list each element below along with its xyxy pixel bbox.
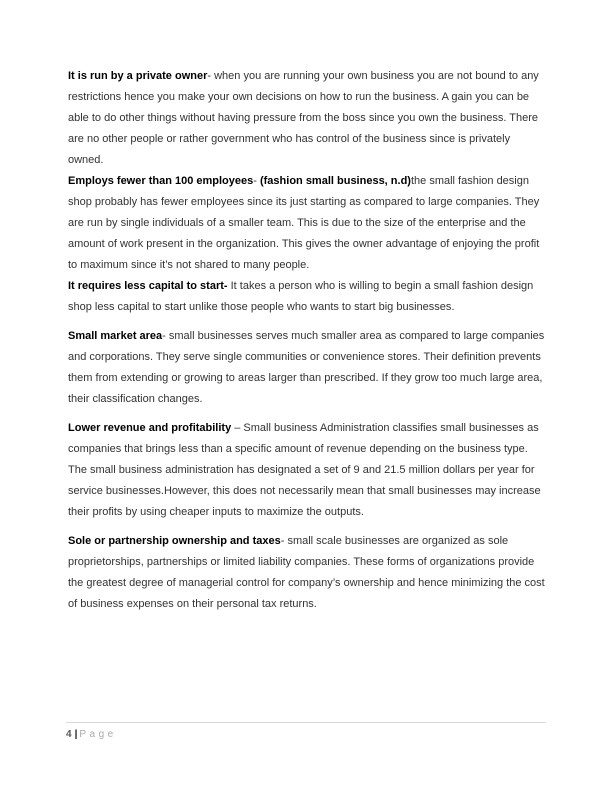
bold-text-run: Sole or partnership ownership and taxes bbox=[68, 535, 281, 547]
text-run: - small scale businesses are organized as sole proprietorships, partnerships or limited liability companies. These forms of organizations provide the greatest degree of managerial control for company’s ownership and hence minimizing the cost of business expenses on their personal tax returns. bbox=[68, 535, 545, 610]
paragraph bbox=[68, 276, 548, 318]
footer-separator: | bbox=[74, 729, 78, 740]
text-run: the small fashion design shop probably has fewer employees since its just starting as compared to large companies. They are run by single individuals of a smaller team. This is due to the size of the enterprise and the amount of work present in the organization. This gives the owner advantage of enjoying the profit to maximum since it’s not shared to many people. bbox=[68, 175, 540, 271]
footer-page-label: Page bbox=[79, 729, 117, 740]
bold-text-run: Lower revenue and profitability bbox=[68, 422, 232, 434]
paragraph bbox=[68, 531, 548, 615]
text-run: - small businesses serves much smaller area as compared to large companies and corporations. They serve single communities or convenience stores. Their definition prevents them from extending or growing to areas larger than prescribed. If they grow too much large area, their classification changes. bbox=[68, 330, 545, 405]
page-footer bbox=[66, 722, 546, 741]
bold-text-run: It is run by a private owner bbox=[68, 70, 208, 82]
page-number: 4 bbox=[66, 729, 72, 740]
paragraph bbox=[68, 66, 548, 171]
paragraph bbox=[68, 326, 548, 410]
bold-text-run: (fashion small business, n.d) bbox=[259, 175, 411, 187]
paragraph bbox=[68, 171, 548, 276]
text-run: - bbox=[253, 175, 260, 187]
text-run: – Small business Administration classifies small businesses as companies that brings less than a specific amount of revenue depending on the business type. The small business administration has designated a set of 9 and 21.5 million dollars per year for service businesses.However, this does not necessarily mean that small businesses may increase their profits by using cheaper inputs to maximize the outputs. bbox=[68, 422, 541, 518]
bold-text-run: Small market area bbox=[68, 330, 163, 342]
text-run: - when you are running your own business you are not bound to any restrictions hence you make your own decisions on how to run the business. A gain you can be able to do other things without having pressure from the boss since you own the business. There are no other people or rather government who has control of the business since is privately owned. bbox=[68, 70, 539, 166]
bold-text-run: It requires less capital to start- bbox=[68, 280, 228, 292]
bold-text-run: Employs fewer than 100 employees bbox=[68, 175, 254, 187]
text-run: It takes a person who is willing to begin a small fashion design shop less capital to start unlike those people who wants to start big businesses. bbox=[68, 280, 534, 313]
paragraph bbox=[68, 418, 548, 523]
document-body bbox=[68, 66, 548, 615]
